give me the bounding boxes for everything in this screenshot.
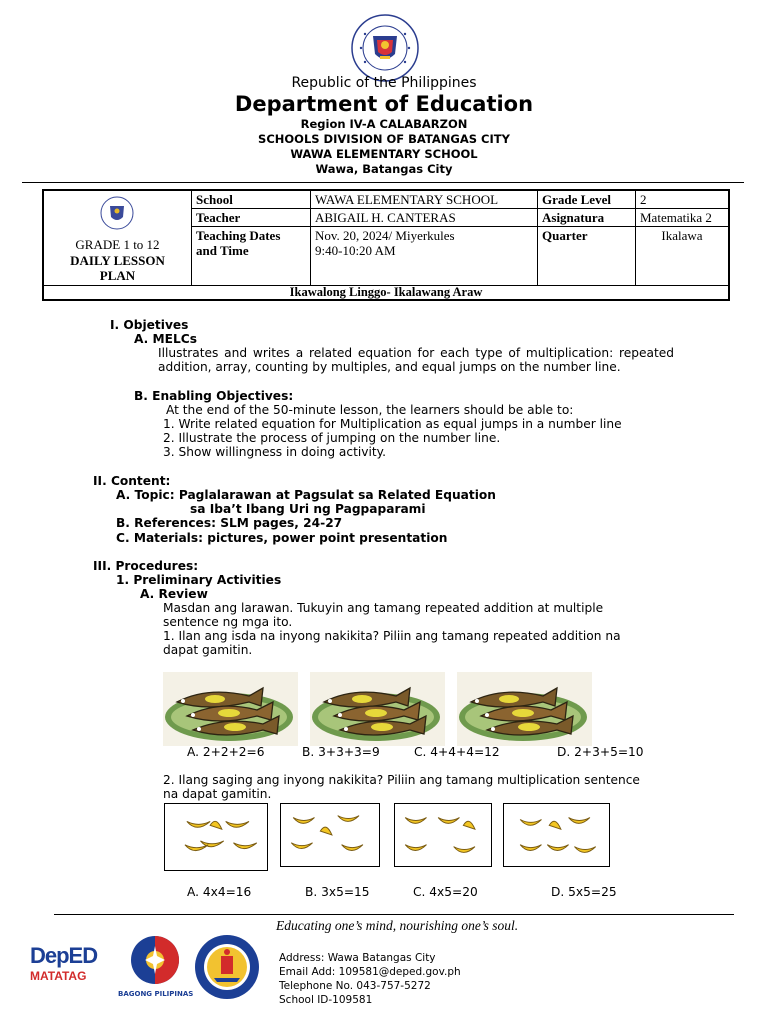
bagong-pilipinas-logo: [118, 934, 192, 1000]
deped-matatag-logo: [30, 944, 104, 994]
q2-choice-a: A. 4x4=16: [187, 885, 252, 899]
question-2-line-1: 2. Ilang saging ang inyong nakikita? Piliin ang tamang multiplication sentence: [163, 773, 640, 787]
footer-divider: [54, 914, 734, 915]
dlp-title-cell: [44, 191, 192, 286]
header-republic: Republic of the Philippines: [291, 75, 477, 91]
subject-label: Asignatura: [538, 209, 636, 227]
header-school: WAWA ELEMENTARY SCHOOL: [290, 147, 478, 161]
header-division: SCHOOLS DIVISION OF BATANGAS CITY: [258, 132, 510, 146]
header-city: Wawa, Batangas City: [315, 162, 453, 176]
footer-telephone: Telephone No. 043-757-5272: [279, 980, 431, 992]
teaching-time: 9:40-10:20 AM: [315, 243, 396, 258]
banana-picture-1: [164, 803, 268, 871]
week-day-row: Ikawalong Linggo- Ikalawang Araw: [289, 285, 483, 299]
question-2-line-2: na dapat gamitin.: [163, 787, 272, 801]
content-topic-2: sa Iba’t Ibang Uri ng Pagpaparami: [190, 502, 426, 516]
melcs-label: A. MELCs: [134, 332, 197, 346]
footer-email: Email Add: 109581@deped.gov.ph: [279, 966, 461, 978]
objective-item-2: 2. Illustrate the process of jumping on the number line.: [163, 431, 501, 445]
procedures-heading: III. Procedures:: [93, 559, 199, 573]
school-value: WAWA ELEMENTARY SCHOOL: [311, 191, 538, 209]
teaching-dates-label-2: and Time: [196, 243, 249, 258]
deped-logo-text: DepED: [30, 943, 98, 968]
grade-level-value: 2: [636, 191, 728, 209]
quarter-value: Ikalawa: [636, 227, 728, 286]
banana-picture-2: [280, 803, 380, 867]
q2-choice-b: B. 3x5=15: [305, 885, 370, 899]
lesson-info-table: [42, 189, 730, 301]
subject-value: Matematika 2: [636, 209, 728, 227]
objectives-heading: I. Objetives: [110, 318, 189, 332]
dlp-grade: GRADE 1 to 12: [75, 237, 160, 252]
header-divider: [22, 182, 744, 183]
teaching-dates-value: [311, 227, 538, 286]
teaching-dates-label-1: Teaching Dates: [196, 228, 281, 243]
q1-choice-a: A. 2+2+2=6: [187, 745, 265, 759]
dlp-line3: PLAN: [99, 268, 136, 283]
objective-item-1: 1. Write related equation for Multiplication as equal jumps in a number line: [163, 417, 622, 431]
header-department: Department of Education: [234, 92, 534, 116]
q1-choice-c: C. 4+4+4=12: [414, 745, 500, 759]
bagong-pilipinas-text: BAGONG PILIPINAS: [118, 990, 194, 998]
teaching-date: Nov. 20, 2024/ Miyerkules: [315, 228, 455, 243]
fish-picture-2: [310, 672, 445, 746]
review-instruction-1: Masdan ang larawan. Tukuyin ang tamang repeated addition at multiple: [163, 601, 604, 615]
deped-seal-logo: [351, 14, 419, 82]
q2-choice-c: C. 4x5=20: [413, 885, 478, 899]
bagong-pilipinas-emblem-icon: [118, 934, 192, 986]
fish-picture-1: [163, 672, 298, 746]
teacher-value: ABIGAIL H. CANTERAS: [311, 209, 538, 227]
content-references: B. References: SLM pages, 24-27: [116, 516, 343, 530]
content-heading: II. Content:: [93, 474, 171, 488]
melcs-text: Illustrates and writes a related equation for each type of multiplication: repeated addition, array, counting by multiples, and equal jumps on the number line.: [158, 346, 674, 374]
teacher-label: Teacher: [192, 209, 311, 227]
objective-item-3: 3. Show willingness in doing activity.: [163, 445, 386, 459]
footer-motto: Educating one’s mind, nourishing one’s soul.: [276, 918, 519, 933]
deped-seal-small-icon: [96, 195, 138, 231]
grade-level-label: Grade Level: [538, 191, 636, 209]
preliminary-activities: 1. Preliminary Activities: [116, 573, 282, 587]
question-1-line-1: 1. Ilan ang isda na inyong nakikita? Piliin ang tamang repeated addition na: [163, 629, 621, 643]
banana-picture-4: [503, 803, 610, 867]
question-1-line-2: dapat gamitin.: [163, 643, 253, 657]
dlp-line2: DAILY LESSON: [70, 253, 165, 268]
content-topic-1: A. Topic: Paglalarawan at Pagsulat sa Related Equation: [116, 488, 496, 502]
quarter-label: Quarter: [538, 227, 636, 286]
fish-picture-3: [457, 672, 592, 746]
enabling-objectives-label: B. Enabling Objectives:: [134, 389, 294, 403]
wawa-school-seal-logo: [194, 934, 260, 1000]
q2-choice-d: D. 5x5=25: [551, 885, 617, 899]
review-instruction-2: sentence ng mga ito.: [163, 615, 293, 629]
teaching-dates-label: [192, 227, 311, 286]
q1-choice-b: B. 3+3+3=9: [302, 745, 380, 759]
enabling-intro: At the end of the 50-minute lesson, the learners should be able to:: [166, 403, 574, 417]
school-label: School: [192, 191, 311, 209]
footer-address: Address: Wawa Batangas City: [279, 952, 436, 964]
header-region: Region IV-A CALABARZON: [300, 117, 468, 131]
review-label: A. Review: [140, 587, 208, 601]
matatag-logo-text: MATATAG: [30, 969, 87, 983]
content-materials: C. Materials: pictures, power point presentation: [116, 531, 448, 545]
banana-picture-3: [394, 803, 492, 867]
footer-school-id: School ID-109581: [279, 994, 373, 1006]
q1-choice-d: D. 2+3+5=10: [557, 745, 644, 759]
